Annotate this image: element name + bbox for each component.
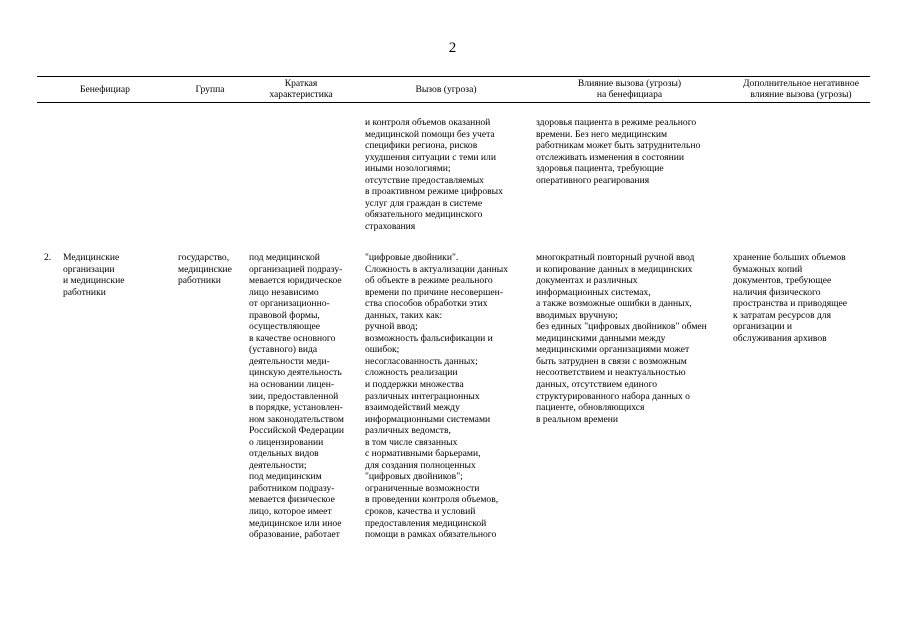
page-number: 2: [448, 40, 457, 56]
impact-cell: многократный повторный ручной ввод и копирование данных в медицинских документах и различных информационных системах, а также возможные ошибки в данных, вводимых вручную; без единых "цифровых двойников" обмен медицинскими данными между медицинскими организациями может быть затруднен в связи с возможным несоответствием и неактуальностью данных, отсутствием единого структурированного набора данных о пациенте, обновляющихся в реальном времени: [536, 252, 707, 425]
header-group: Группа: [195, 84, 225, 95]
header-challenge: Вызов (угроза): [415, 84, 477, 95]
continued-impact-cell: здоровья пациента в режиме реального времени. Без него медицинским работникам может быть затруднительно отслеживать изменения в состоянии здоровья пациента, требующие оперативного реагирования: [536, 117, 701, 186]
description-cell: под медицинской организацией подразу- мевается юридическое лицо независимо от организационно- правовой формы, осуществляющее в качестве основного (уставного) вида деятельности меди- цинскую деятельность на основании лицен- зии, предоставленной в порядке, установлен- ном законодательством Российской Федерации о лицензировании отдельных видов деятельности; под медицинским работником подразу- мевается физическое лицо, которое имеет медицинское или иное образование, работает: [249, 252, 344, 541]
row-number: 2.: [44, 252, 52, 263]
challenge-cell: "цифровые двойники". Сложность в актуализации данных об объекте в режиме реального времени по причине несовершен- ства способов обработки этих данных, таких как: ручной ввод; возможность фальсификации и ошибок; несогласованность данных; сложность реализации и поддержки множества различных интеграционных взаимодействий между информационными системами различных ведомств, в том числе связанных с нормативными барьерами, для создания полноценных "цифровых двойников"; ограниченные возможности в проведении контроля объемов, сроков, качества и условий предоставления медицинской помощи в рамках обязательного: [365, 252, 508, 541]
beneficiary-cell: Медицинские организации и медицинские работники: [63, 252, 125, 298]
header-impact: Влияние вызова (угрозы) на бенефициара: [577, 78, 682, 100]
additional-impact-cell: хранение больших объемов бумажных копий документов, требующее наличия физического пространства и приводящее к затратам ресурсов для организации и обслуживания архивов: [733, 252, 848, 344]
table-header-rule: [37, 102, 870, 103]
table-top-rule: [37, 76, 870, 77]
header-beneficiary: Бенефициар: [80, 84, 130, 95]
header-additional: Дополнительное негативное влияние вызова (угрозы): [742, 78, 860, 100]
header-description: Краткая характеристика: [269, 78, 333, 100]
group-cell: государство, медицинские работники: [178, 252, 232, 287]
continued-challenge-cell: и контроля объемов оказанной медицинской помощи без учета специфики региона, рисков ухудшения ситуации с теми или иными нозологиями; отсутствие предоставляемых в проактивном режиме цифровых услуг для граждан в системе обязательного медицинского страхования: [365, 117, 503, 232]
